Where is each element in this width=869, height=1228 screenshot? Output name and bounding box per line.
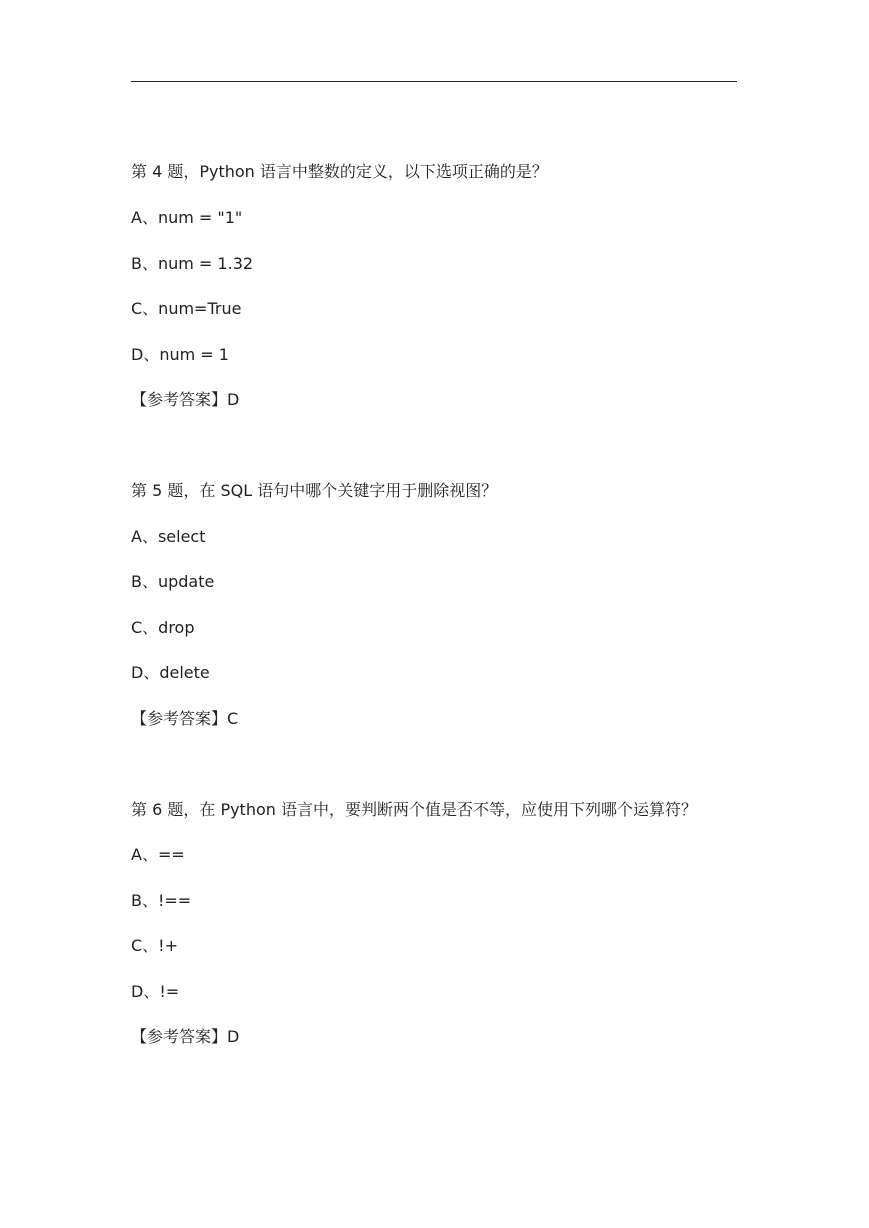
answer-label: 【参考答案】: [131, 709, 228, 728]
answer-value: C: [227, 709, 239, 728]
question-4-option-d: D、num = 1: [131, 345, 229, 364]
question-6-option-d: D、!=: [131, 982, 180, 1001]
question-6-stem: 第 6 题，在 Python 语言中，要判断两个值是否不等，应使用下列哪个运算符？: [131, 800, 697, 819]
question-4-option-a: A、num = "1": [131, 208, 243, 227]
question-5-option-a: A、select: [131, 527, 206, 546]
question-4-option-b: B、num = 1.32: [131, 254, 254, 273]
answer-label: 【参考答案】: [131, 1027, 228, 1046]
question-6-answer: [131, 1026, 239, 1048]
answer-value: D: [227, 1027, 240, 1046]
answer-label: 【参考答案】: [131, 390, 228, 409]
question-4-option-c: C、num=True: [131, 299, 242, 318]
question-6-option-b: B、!==: [131, 891, 192, 910]
header-rule: [131, 81, 737, 82]
answer-value: D: [227, 390, 240, 409]
question-5-option-d: D、delete: [131, 663, 210, 682]
question-4-stem: 第 4 题，Python 语言中整数的定义，以下选项正确的是？: [131, 162, 548, 181]
question-5-option-b: B、update: [131, 572, 215, 591]
question-6-option-a: A、==: [131, 845, 185, 864]
question-4-answer: [131, 389, 239, 411]
question-5-answer: [131, 708, 238, 730]
question-5-stem: 第 5 题，在 SQL 语句中哪个关键字用于删除视图？: [131, 481, 498, 500]
question-5-option-c: C、drop: [131, 618, 195, 637]
question-6-option-c: C、!+: [131, 936, 178, 955]
